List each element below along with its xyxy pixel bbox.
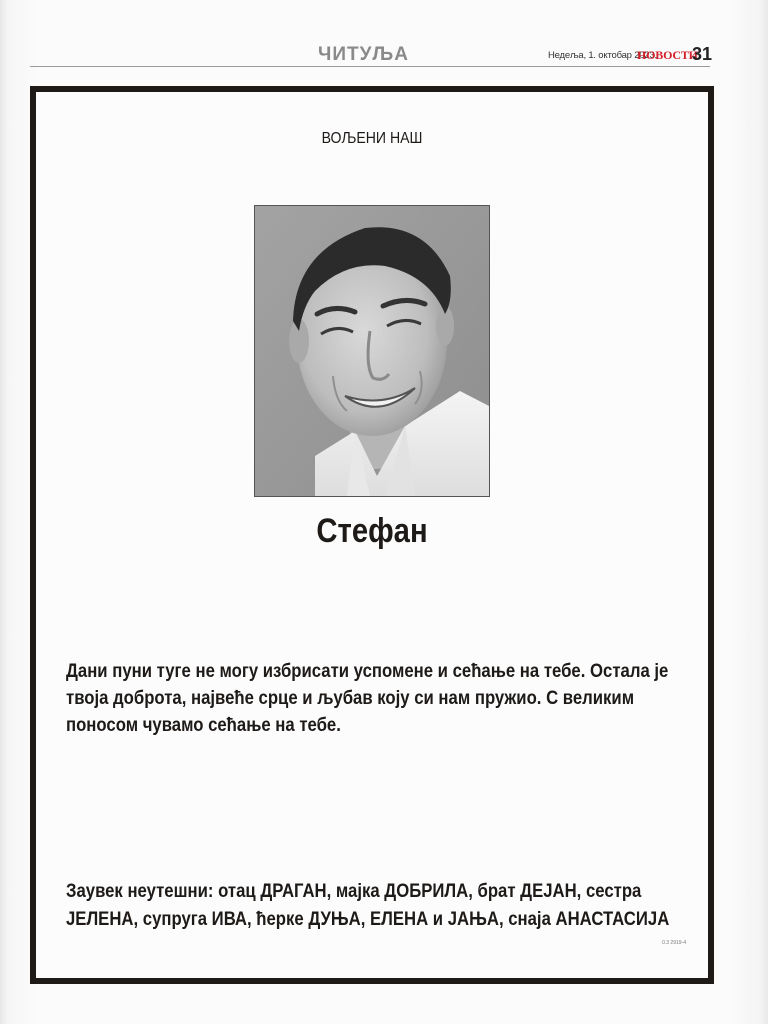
issue-date: Недеља, 1. октобар 2023.	[548, 50, 657, 61]
portrait-image	[255, 206, 489, 496]
ad-code: 0.3 2919-4	[662, 940, 686, 946]
page-number: 31	[692, 44, 713, 64]
section-title: ЧИТУЉА	[318, 44, 409, 65]
newspaper-name: НОВОСТИ	[637, 48, 698, 62]
memorial-message: Дани пуни туге не могу избрисати успомене и сећање на тебе. Остала је твоја доброта, највеће срце и љубав коју си нам пружио. С великим поносом чувамо сећање на тебе.	[66, 661, 669, 736]
portrait-photo	[254, 205, 490, 497]
obituary-frame	[30, 86, 714, 984]
deceased-name: Стефан	[316, 512, 428, 550]
mourners-list: Заувек неутешни: отац ДРАГАН, мајка ДОБРИЛА, брат ДЕЈАН, сестра ЈЕЛЕНА, супруга ИВА, ћерке ДУЊА, ЕЛЕНА и ЈАЊА, снаја АНАСТАСИЈА	[66, 881, 670, 930]
header-rule	[30, 66, 710, 67]
obituary-eyebrow: ВОЉЕНИ НАШ	[321, 130, 423, 147]
